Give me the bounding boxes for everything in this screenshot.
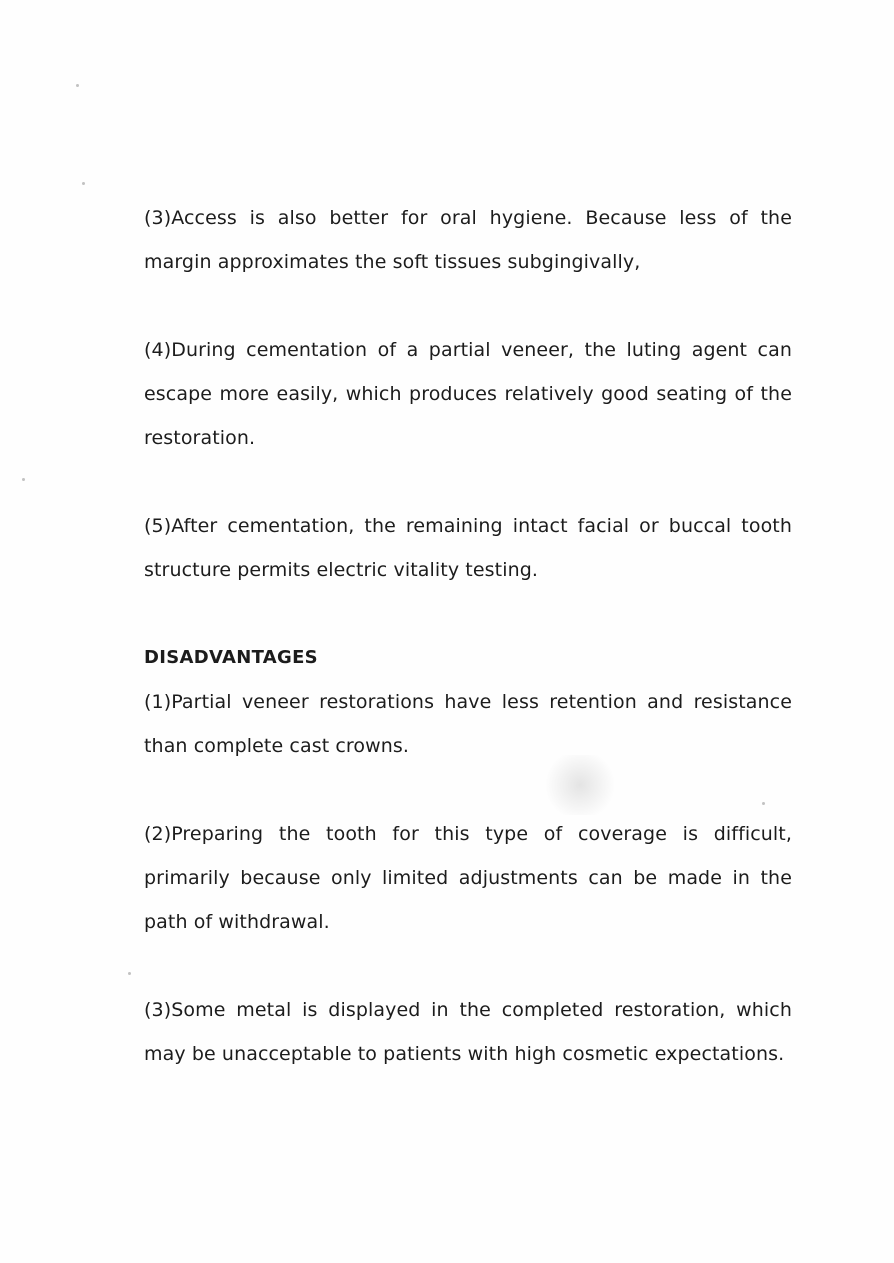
paragraph-spacer — [144, 768, 792, 812]
disadvantage-item-metal-display: (3)Some metal is displayed in the completed restoration, which may be unacceptable to patients with high cosmetic expectations. — [144, 999, 792, 1065]
disadvantage-item-retention: (1)Partial veneer restorations have less retention and resistance than complete cast crowns. — [144, 691, 792, 757]
disadvantage-item-preparation-difficulty: (2)Preparing the tooth for this type of coverage is difficult, primarily because only limited adjustments can be made in the path of withdrawal. — [144, 823, 792, 933]
scan-speck — [76, 84, 79, 87]
scan-speck — [22, 478, 25, 481]
paragraph-access-oral-hygiene: (3)Access is also better for oral hygiene. Because less of the margin approximates the soft tissues subgingivally, — [144, 207, 792, 273]
scan-speck — [128, 972, 131, 975]
paragraph-spacer — [144, 592, 792, 636]
paragraph-spacer — [144, 284, 792, 328]
paragraph-electric-vitality-testing: (5)After cementation, the remaining intact facial or buccal tooth structure permits electric vitality testing. — [144, 515, 792, 581]
paragraph-spacer — [144, 944, 792, 988]
disadvantages-heading: DISADVANTAGES — [144, 647, 318, 668]
document-body — [144, 196, 792, 1076]
paragraph-spacer — [144, 460, 792, 504]
scan-speck — [82, 182, 85, 185]
paragraph-cementation-luting-agent: (4)During cementation of a partial veneer, the luting agent can escape more easily, which produces relatively good seating of the restoration. — [144, 339, 792, 449]
